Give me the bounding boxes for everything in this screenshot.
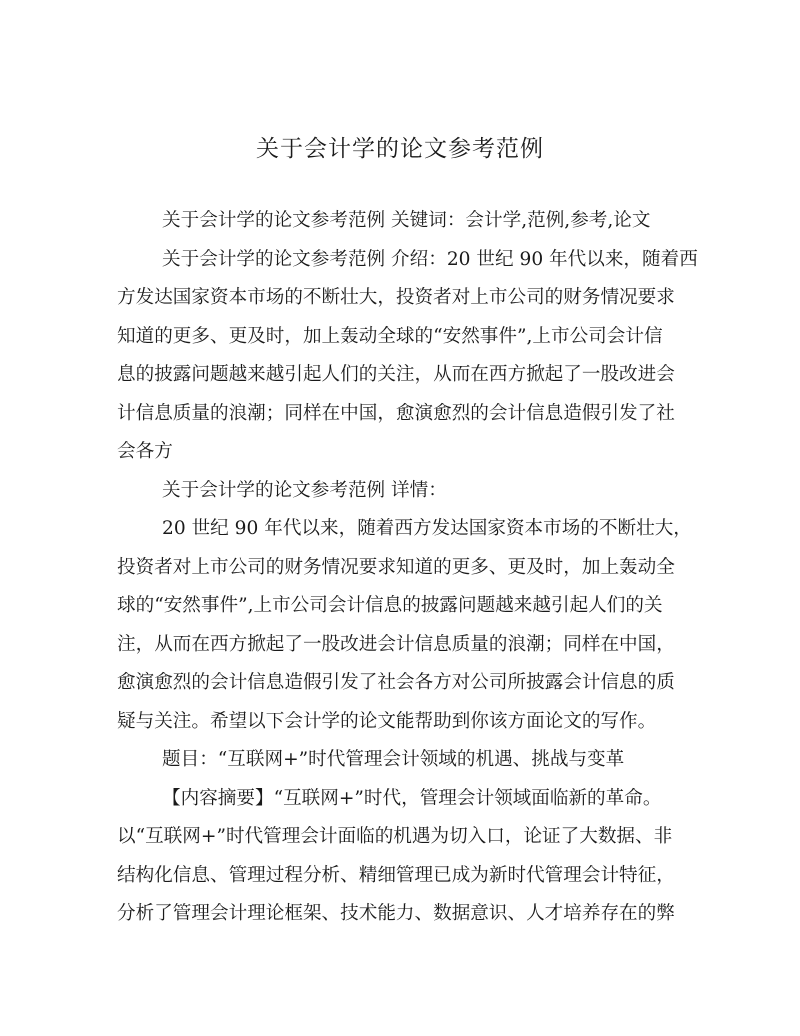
- text-line: 【内容摘要】“互联网+”时代，管理会计领域面临新的革命。: [162, 787, 662, 809]
- text-line: 投资者对上市公司的财务情况要求知道的更多、更及时，加上轰动全: [117, 556, 675, 578]
- text-line: 球的“安然事件”,上市公司会计信息的披露问题越来越引起人们的关: [117, 595, 663, 616]
- text-line: 以“互联网+”时代管理会计面临的机遇为切入口，论证了大数据、非: [117, 826, 673, 847]
- text-line: 愈演愈烈的会计信息造假引发了社会各方对公司所披露会计信息的质: [117, 672, 675, 693]
- abstract-paragraph: [117, 780, 683, 934]
- text-line: 20 世纪 90 年代以来，随着西方发达国家资本市场的不断壮大，: [162, 518, 692, 539]
- page-title: 关于会计学的论文参考范例: [256, 136, 544, 162]
- details-paragraph: [117, 510, 692, 741]
- topic-paragraph: [117, 741, 683, 780]
- text-line: 分析了管理会计理论框架、技术能力、数据意识、人才培养存在的弊: [117, 903, 675, 924]
- text-line: 知道的更多、更及时，加上轰动全球的“安然事件”,上市公司会计信: [117, 325, 663, 347]
- text-line: 计信息质量的浪潮；同样在中国，愈演愈烈的会计信息造假引发了社: [117, 402, 675, 424]
- document-body: [117, 202, 698, 934]
- details-heading-paragraph: [117, 472, 683, 511]
- text-line: 息的披露问题越来越引起人们的关注，从而在西方掀起了一股改进会: [117, 364, 675, 385]
- text-line: 疑与关注。希望以下会计学的论文能帮助到你该方面论文的写作。: [117, 710, 657, 732]
- text-line: 方发达国家资本市场的不断壮大，投资者对上市公司的财务情况要求: [117, 287, 675, 308]
- text-line: 关于会计学的论文参考范例 介绍：20 世纪 90 年代以来，随着西: [162, 248, 698, 270]
- text-line: 结构化信息、管理过程分析、精细管理已成为新时代管理会计特征，: [117, 864, 675, 886]
- text-line: 关于会计学的论文参考范例 关键词：会计学,范例,参考,论文: [162, 210, 651, 231]
- keywords-paragraph: [117, 202, 683, 241]
- text-line: 注，从而在西方掀起了一股改进会计信息质量的浪潮；同样在中国，: [117, 633, 675, 655]
- text-line: 关于会计学的论文参考范例 详情：: [162, 479, 447, 501]
- text-line: 会各方: [117, 441, 173, 462]
- introduction-paragraph: [117, 241, 698, 472]
- text-line: 题目：“互联网+”时代管理会计领域的机遇、挑战与变革: [162, 749, 625, 770]
